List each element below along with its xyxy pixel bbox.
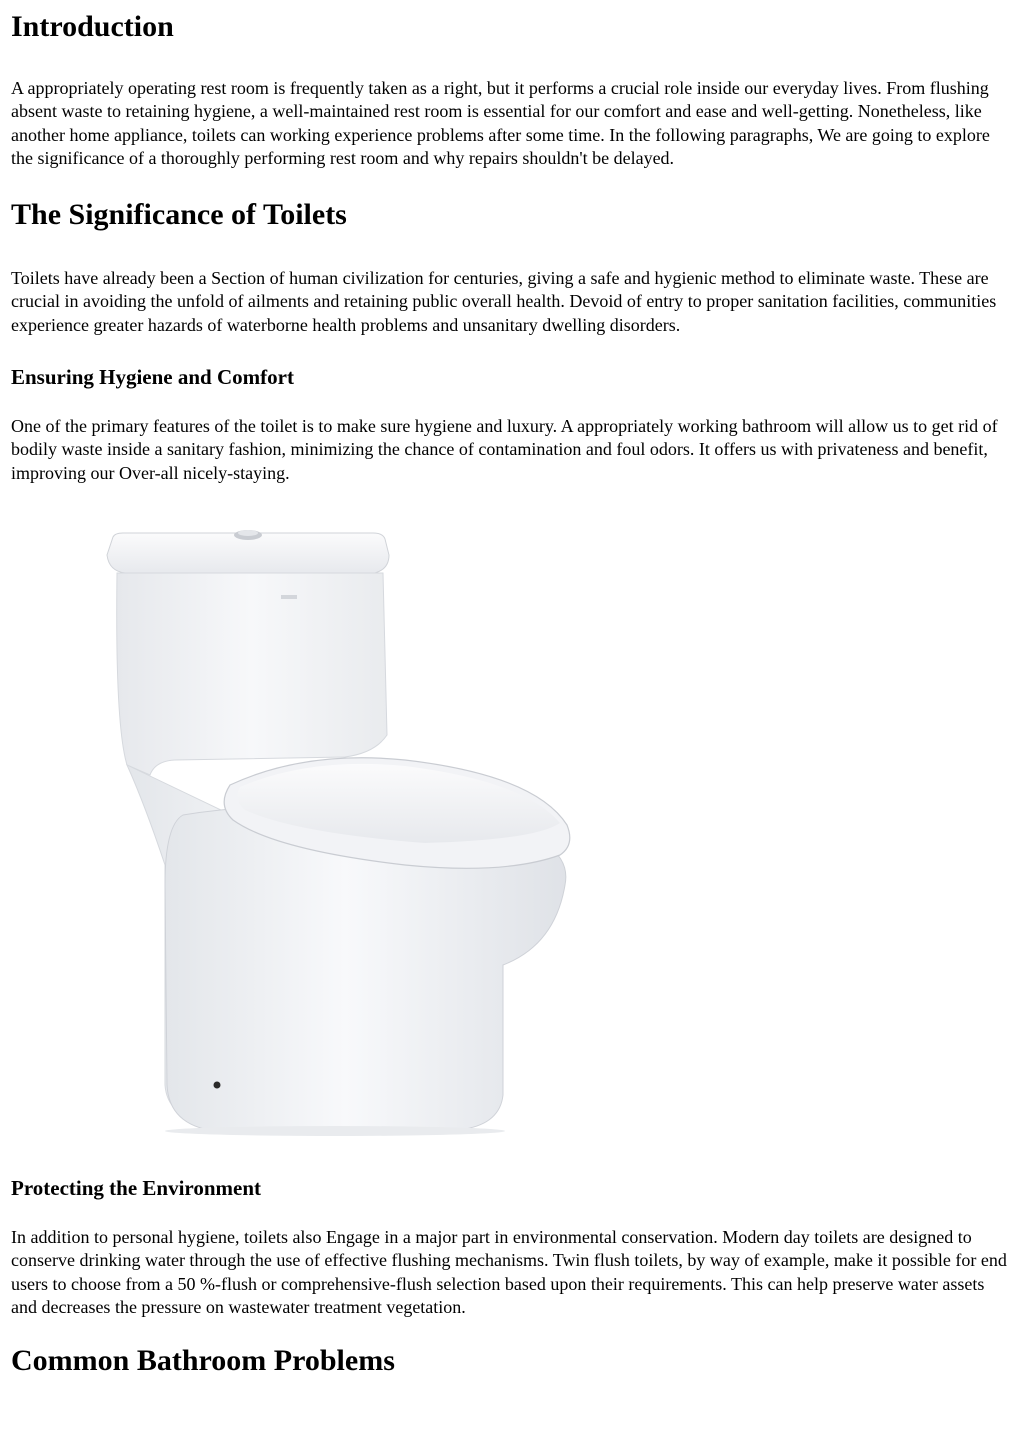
paragraph-hygiene: One of the primary features of the toilet is to make sure hygiene and luxury. A appropriately working bathroom will allow us to get rid of bodily waste inside a sanitary fashion, minimizing the chance of contamination and foul odors. It offers us with privateness and benefit, improving our Over-all nicely-staying. xyxy=(11,416,998,483)
heading-introduction: Introduction xyxy=(11,10,174,43)
paragraph-significance: Toilets have already been a Section of human civilization for centuries, giving a safe and hygienic method to eliminate waste. These are crucial in avoiding the unfold of ailments and retaining public overall health. Devoid of entry to proper sanitation facilities, communities experience greater hazards of waterborne health problems and unsanitary dwelling disorders. xyxy=(11,268,997,335)
heading-common-problems: Common Bathroom Problems xyxy=(11,1344,395,1378)
paragraph-introduction: A appropriately operating rest room is frequently taken as a right, but it performs a crucial role inside our everyday lives. From flushing absent waste to retaining hygiene, a well-maintained rest room is essential for our comfort and ease and well-getting. Nonetheless, like another home appliance, toilets can working experience problems after some time. In the following paragraphs, We are going to explore the significance of a thoroughly performing rest room and why repairs shouldn't be delayed. xyxy=(11,78,990,168)
paragraph-environment: In addition to personal hygiene, toilets also Engage in a major part in environmental conservation. Modern day toilets are designed to conserve drinking water through the use of effective flushing mechanisms. Twin flush toilets, by way of example, make it possible for end users to choose from a 50 %-flush or comprehensive-flush selection based upon their requirements. This can help preserve water assets and decreases the pressure on wastewater treatment vegetation. xyxy=(11,1226,1007,1317)
heading-hygiene: Ensuring Hygiene and Comfort xyxy=(11,365,294,390)
toilet-photo-icon xyxy=(105,525,575,1157)
heading-environment: Protecting the Environment xyxy=(11,1175,262,1200)
heading-significance: The Significance of Toilets xyxy=(11,198,347,232)
toilet-image xyxy=(11,525,1012,1157)
